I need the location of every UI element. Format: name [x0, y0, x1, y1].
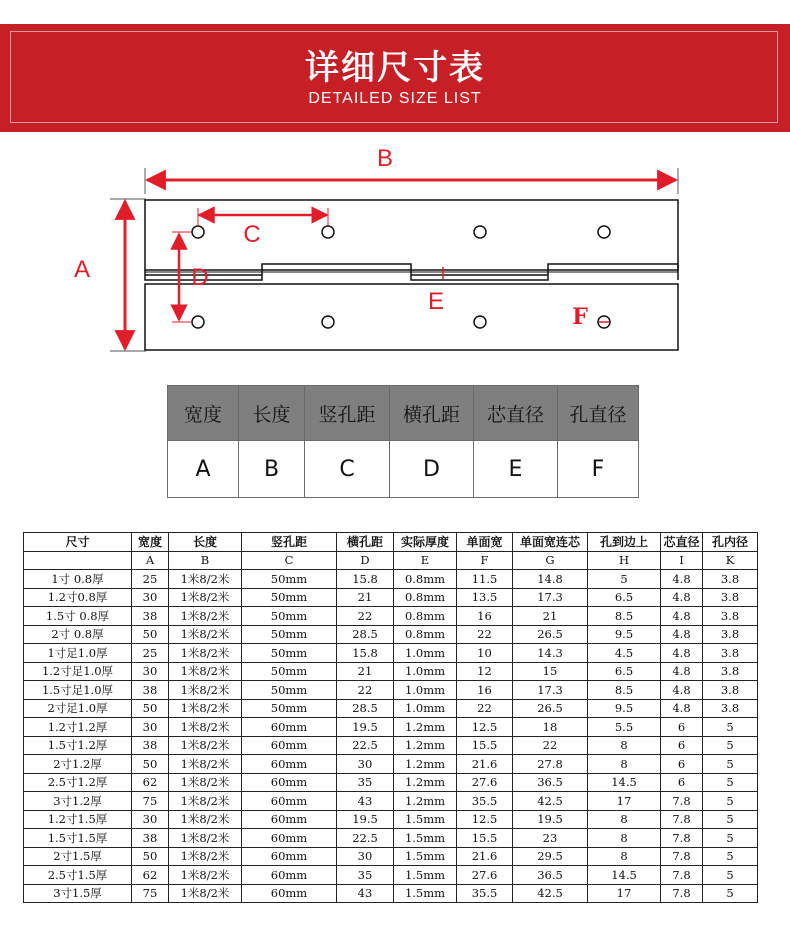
- spec-cell: 1.0mm: [394, 644, 457, 663]
- spec-cell: 1.5mm: [394, 884, 457, 903]
- legend-header-cell: 长度: [239, 386, 305, 441]
- spec-cell: 1.2寸1.5厚: [24, 810, 132, 829]
- spec-cell: 1米8/2米: [169, 699, 242, 718]
- spec-cell: 8.5: [588, 607, 661, 626]
- spec-cell: 60mm: [242, 884, 337, 903]
- spec-cell: 38: [132, 681, 169, 700]
- spec-cell: 38: [132, 736, 169, 755]
- spec-cell: 35: [337, 866, 394, 885]
- spec-cell: 50mm: [242, 699, 337, 718]
- spec-header-cell: 横孔距: [337, 533, 394, 552]
- spec-letter-cell: D: [337, 551, 394, 570]
- spec-cell: 17.3: [513, 588, 588, 607]
- spec-cell: 1.5mm: [394, 866, 457, 885]
- legend-header-row: [168, 386, 639, 441]
- spec-cell: 1米8/2米: [169, 792, 242, 811]
- spec-cell: 3.8: [703, 699, 758, 718]
- spec-cell: 8.5: [588, 681, 661, 700]
- spec-cell: 2寸足1.0厚: [24, 699, 132, 718]
- spec-cell: 50mm: [242, 625, 337, 644]
- spec-cell: 42.5: [513, 884, 588, 903]
- spec-cell: 30: [337, 847, 394, 866]
- spec-cell: 60mm: [242, 718, 337, 737]
- legend-letter-cell: B: [239, 441, 305, 498]
- spec-cell: 22.5: [337, 736, 394, 755]
- spec-header-cell: 芯直径: [661, 533, 703, 552]
- spec-cell: 8: [588, 810, 661, 829]
- spec-cell: 50: [132, 755, 169, 774]
- label-c: C: [243, 221, 261, 248]
- label-e: E: [427, 288, 445, 315]
- spec-cell: 17.3: [513, 681, 588, 700]
- hole-bottom-2: [322, 316, 334, 328]
- spec-header-cell: 单面宽连芯: [513, 533, 588, 552]
- spec-cell: 3.8: [703, 588, 758, 607]
- legend-letter-cell: D: [390, 441, 474, 498]
- spec-cell: 38: [132, 829, 169, 848]
- spec-header-cell: 竖孔距: [242, 533, 337, 552]
- spec-cell: 22.5: [337, 829, 394, 848]
- spec-cell: 1.2寸0.8厚: [24, 588, 132, 607]
- legend-header-cell: 芯直径: [474, 386, 558, 441]
- spec-cell: 15.8: [337, 644, 394, 663]
- spec-cell: 27.8: [513, 755, 588, 774]
- header-banner: [0, 24, 790, 132]
- spec-cell: 5: [703, 736, 758, 755]
- spec-header-cell: 孔到边上: [588, 533, 661, 552]
- spec-cell: 21: [513, 607, 588, 626]
- spec-cell: 1寸 0.8厚: [24, 570, 132, 589]
- spec-cell: 3.8: [703, 607, 758, 626]
- spec-cell: 5: [703, 847, 758, 866]
- page-title: 详细尺寸表: [305, 48, 485, 88]
- spec-cell: 23: [513, 829, 588, 848]
- spec-cell: 22: [337, 607, 394, 626]
- spec-cell: 38: [132, 607, 169, 626]
- spec-cell: 3.8: [703, 570, 758, 589]
- spec-cell: 3.8: [703, 662, 758, 681]
- spec-cell: 22: [457, 699, 513, 718]
- spec-cell: 60mm: [242, 829, 337, 848]
- spec-cell: 3.8: [703, 681, 758, 700]
- spec-cell: 26.5: [513, 699, 588, 718]
- spec-cell: 1.2mm: [394, 773, 457, 792]
- spec-cell: 1米8/2米: [169, 884, 242, 903]
- spec-row: [24, 792, 758, 811]
- legend-letter-cell: E: [474, 441, 558, 498]
- spec-cell: 1.5mm: [394, 847, 457, 866]
- spec-cell: 22: [513, 736, 588, 755]
- dimension-legend-table: [167, 385, 639, 498]
- spec-cell: 0.8mm: [394, 570, 457, 589]
- spec-header-cell: 实际厚度: [394, 533, 457, 552]
- spec-cell: 2.5寸1.2厚: [24, 773, 132, 792]
- spec-cell: 1.5mm: [394, 829, 457, 848]
- spec-cell: 7.8: [661, 810, 703, 829]
- spec-cell: 25: [132, 644, 169, 663]
- legend-letter-cell: F: [558, 441, 639, 498]
- hole-top-4: [598, 226, 610, 238]
- spec-row: [24, 810, 758, 829]
- spec-cell: 0.8mm: [394, 625, 457, 644]
- spec-cell: 60mm: [242, 792, 337, 811]
- spec-cell: 35.5: [457, 884, 513, 903]
- spec-header-cell: 尺寸: [24, 533, 132, 552]
- spec-cell: 2.5寸1.5厚: [24, 866, 132, 885]
- spec-cell: 1米8/2米: [169, 773, 242, 792]
- hole-bottom-3: [474, 316, 486, 328]
- spec-cell: 9.5: [588, 625, 661, 644]
- spec-cell: 1.5寸 0.8厚: [24, 607, 132, 626]
- spec-cell: 12.5: [457, 718, 513, 737]
- spec-cell: 28.5: [337, 625, 394, 644]
- hinge-bottom-leaf: [145, 284, 678, 350]
- spec-cell: 15: [513, 662, 588, 681]
- spec-cell: 30: [337, 755, 394, 774]
- spec-cell: 1.0mm: [394, 662, 457, 681]
- hole-bottom-1: [192, 316, 204, 328]
- spec-cell: 10: [457, 644, 513, 663]
- spec-cell: 16: [457, 607, 513, 626]
- spec-cell: 19.5: [513, 810, 588, 829]
- spec-cell: 1.5寸1.2厚: [24, 736, 132, 755]
- spec-cell: 21: [337, 662, 394, 681]
- spec-row: [24, 866, 758, 885]
- spec-cell: 9.5: [588, 699, 661, 718]
- spec-row: [24, 718, 758, 737]
- spec-cell: 27.6: [457, 866, 513, 885]
- spec-cell: 15.5: [457, 829, 513, 848]
- spec-cell: 8: [588, 736, 661, 755]
- spec-cell: 50: [132, 847, 169, 866]
- spec-cell: 19.5: [337, 718, 394, 737]
- spec-cell: 0.8mm: [394, 607, 457, 626]
- spec-cell: 2寸1.2厚: [24, 755, 132, 774]
- spec-row: [24, 607, 758, 626]
- spec-cell: 1.5寸1.5厚: [24, 829, 132, 848]
- spec-cell: 5: [703, 866, 758, 885]
- spec-cell: 1米8/2米: [169, 847, 242, 866]
- spec-cell: 62: [132, 866, 169, 885]
- spec-cell: 4.8: [661, 607, 703, 626]
- spec-cell: 12: [457, 662, 513, 681]
- spec-row: [24, 773, 758, 792]
- spec-cell: 36.5: [513, 866, 588, 885]
- spec-cell: 6: [661, 755, 703, 774]
- spec-cell: 5: [703, 829, 758, 848]
- spec-header-cell: 孔内径: [703, 533, 758, 552]
- spec-cell: 5: [703, 810, 758, 829]
- spec-cell: 16: [457, 681, 513, 700]
- spec-cell: 4.8: [661, 570, 703, 589]
- spec-cell: 5: [703, 755, 758, 774]
- legend-header-cell: 宽度: [168, 386, 239, 441]
- spec-cell: 5: [588, 570, 661, 589]
- spec-row: [24, 736, 758, 755]
- spec-letter-cell: K: [703, 551, 758, 570]
- spec-cell: 1米8/2米: [169, 681, 242, 700]
- spec-cell: 1.2mm: [394, 755, 457, 774]
- hinge-diagram: [0, 140, 790, 370]
- hole-top-3: [474, 226, 486, 238]
- spec-row: [24, 588, 758, 607]
- spec-cell: 4.5: [588, 644, 661, 663]
- spec-cell: 43: [337, 884, 394, 903]
- spec-cell: 30: [132, 718, 169, 737]
- spec-cell: 60mm: [242, 736, 337, 755]
- spec-cell: 75: [132, 792, 169, 811]
- spec-cell: 60mm: [242, 847, 337, 866]
- spec-cell: 1米8/2米: [169, 829, 242, 848]
- spec-letter-cell: C: [242, 551, 337, 570]
- label-d: D: [191, 264, 209, 291]
- spec-cell: 60mm: [242, 755, 337, 774]
- label-f: F: [572, 304, 588, 330]
- hole-top-1: [192, 226, 204, 238]
- spec-cell: 15.8: [337, 570, 394, 589]
- spec-cell: 14.5: [588, 773, 661, 792]
- spec-cell: 0.8mm: [394, 588, 457, 607]
- spec-cell: 22: [337, 681, 394, 700]
- spec-cell: 1.0mm: [394, 699, 457, 718]
- spec-cell: 21.6: [457, 755, 513, 774]
- spec-cell: 2寸 0.8厚: [24, 625, 132, 644]
- legend-letter-cell: C: [305, 441, 390, 498]
- spec-cell: 60mm: [242, 866, 337, 885]
- spec-letter-cell: F: [457, 551, 513, 570]
- spec-cell: 17: [588, 792, 661, 811]
- spec-cell: 11.5: [457, 570, 513, 589]
- spec-cell: 7.8: [661, 866, 703, 885]
- spec-cell: 60mm: [242, 773, 337, 792]
- spec-cell: 6.5: [588, 588, 661, 607]
- spec-cell: 50mm: [242, 588, 337, 607]
- legend-letter-cell: A: [168, 441, 239, 498]
- spec-cell: 12.5: [457, 810, 513, 829]
- spec-row: [24, 699, 758, 718]
- spec-cell: 5: [703, 884, 758, 903]
- spec-cell: 7.8: [661, 829, 703, 848]
- spec-row: [24, 681, 758, 700]
- hole-top-2: [322, 226, 334, 238]
- spec-cell: 75: [132, 884, 169, 903]
- spec-cell: 50mm: [242, 644, 337, 663]
- label-b: B: [376, 145, 394, 172]
- spec-cell: 30: [132, 588, 169, 607]
- size-spec-table: [23, 532, 758, 903]
- spec-cell: 15.5: [457, 736, 513, 755]
- spec-cell: 3寸1.5厚: [24, 884, 132, 903]
- spec-cell: 6: [661, 736, 703, 755]
- spec-cell: 1.5寸足1.0厚: [24, 681, 132, 700]
- spec-letter-cell: E: [394, 551, 457, 570]
- spec-cell: 4.8: [661, 588, 703, 607]
- spec-cell: 28.5: [337, 699, 394, 718]
- spec-letter-cell: G: [513, 551, 588, 570]
- spec-cell: 26.5: [513, 625, 588, 644]
- spec-cell: 3.8: [703, 625, 758, 644]
- spec-letter-row: [24, 551, 758, 570]
- spec-cell: 1米8/2米: [169, 718, 242, 737]
- spec-cell: 1.2mm: [394, 736, 457, 755]
- spec-row: [24, 570, 758, 589]
- spec-cell: 1米8/2米: [169, 736, 242, 755]
- spec-cell: 1米8/2米: [169, 625, 242, 644]
- spec-cell: 8: [588, 847, 661, 866]
- spec-cell: 3.8: [703, 644, 758, 663]
- spec-cell: 1米8/2米: [169, 607, 242, 626]
- spec-cell: 36.5: [513, 773, 588, 792]
- spec-cell: 13.5: [457, 588, 513, 607]
- label-a: A: [73, 256, 91, 283]
- spec-cell: 1米8/2米: [169, 570, 242, 589]
- spec-cell: 50mm: [242, 662, 337, 681]
- spec-cell: 4.8: [661, 681, 703, 700]
- spec-cell: 8: [588, 829, 661, 848]
- spec-cell: 21.6: [457, 847, 513, 866]
- spec-cell: 4.8: [661, 625, 703, 644]
- spec-cell: 18: [513, 718, 588, 737]
- spec-cell: 7.8: [661, 884, 703, 903]
- spec-cell: 1米8/2米: [169, 662, 242, 681]
- spec-cell: 27.6: [457, 773, 513, 792]
- spec-row: [24, 884, 758, 903]
- spec-cell: 1.2寸足1.0厚: [24, 662, 132, 681]
- spec-letter-cell: H: [588, 551, 661, 570]
- spec-cell: 5: [703, 773, 758, 792]
- spec-cell: 1.2mm: [394, 792, 457, 811]
- spec-cell: 7.8: [661, 847, 703, 866]
- spec-cell: 62: [132, 773, 169, 792]
- spec-letter-cell: B: [169, 551, 242, 570]
- spec-cell: 35.5: [457, 792, 513, 811]
- spec-cell: 1米8/2米: [169, 588, 242, 607]
- spec-cell: 14.5: [588, 866, 661, 885]
- spec-row: [24, 625, 758, 644]
- legend-letter-row: [168, 441, 639, 498]
- spec-cell: 1.5mm: [394, 810, 457, 829]
- spec-cell: 29.5: [513, 847, 588, 866]
- spec-cell: 6: [661, 718, 703, 737]
- spec-header-cell: 宽度: [132, 533, 169, 552]
- spec-cell: 8: [588, 755, 661, 774]
- spec-cell: 1寸足1.0厚: [24, 644, 132, 663]
- spec-header-cell: 长度: [169, 533, 242, 552]
- spec-cell: 35: [337, 773, 394, 792]
- spec-cell: 19.5: [337, 810, 394, 829]
- spec-row: [24, 755, 758, 774]
- spec-cell: 30: [132, 810, 169, 829]
- spec-header-row: [24, 533, 758, 552]
- spec-cell: 4.8: [661, 699, 703, 718]
- spec-cell: 21: [337, 588, 394, 607]
- spec-cell: 60mm: [242, 810, 337, 829]
- spec-row: [24, 829, 758, 848]
- spec-cell: 5: [703, 718, 758, 737]
- spec-cell: 5.5: [588, 718, 661, 737]
- spec-cell: 4.8: [661, 662, 703, 681]
- legend-header-cell: 横孔距: [390, 386, 474, 441]
- spec-cell: 1.2寸1.2厚: [24, 718, 132, 737]
- spec-letter-cell: A: [132, 551, 169, 570]
- spec-row: [24, 644, 758, 663]
- spec-cell: 1.0mm: [394, 681, 457, 700]
- spec-cell: 50mm: [242, 681, 337, 700]
- spec-letter-cell: [24, 551, 132, 570]
- spec-cell: 1米8/2米: [169, 810, 242, 829]
- page-subtitle: DETAILED SIZE LIST: [308, 90, 482, 107]
- spec-header-cell: 单面宽: [457, 533, 513, 552]
- spec-cell: 14.3: [513, 644, 588, 663]
- spec-cell: 43: [337, 792, 394, 811]
- spec-cell: 6: [661, 773, 703, 792]
- spec-cell: 1米8/2米: [169, 866, 242, 885]
- spec-cell: 17: [588, 884, 661, 903]
- spec-cell: 3寸1.2厚: [24, 792, 132, 811]
- spec-cell: 6.5: [588, 662, 661, 681]
- spec-cell: 25: [132, 570, 169, 589]
- spec-row: [24, 662, 758, 681]
- spec-cell: 42.5: [513, 792, 588, 811]
- spec-cell: 14.8: [513, 570, 588, 589]
- spec-cell: 50mm: [242, 570, 337, 589]
- spec-cell: 50: [132, 699, 169, 718]
- spec-cell: 22: [457, 625, 513, 644]
- spec-cell: 1.2mm: [394, 718, 457, 737]
- spec-cell: 1米8/2米: [169, 644, 242, 663]
- spec-cell: 2寸1.5厚: [24, 847, 132, 866]
- spec-cell: 50: [132, 625, 169, 644]
- spec-row: [24, 847, 758, 866]
- spec-cell: 1米8/2米: [169, 755, 242, 774]
- legend-header-cell: 竖孔距: [305, 386, 390, 441]
- spec-cell: 4.8: [661, 644, 703, 663]
- spec-cell: 30: [132, 662, 169, 681]
- spec-letter-cell: I: [661, 551, 703, 570]
- legend-header-cell: 孔直径: [558, 386, 639, 441]
- spec-cell: 5: [703, 792, 758, 811]
- spec-cell: 50mm: [242, 607, 337, 626]
- spec-cell: 7.8: [661, 792, 703, 811]
